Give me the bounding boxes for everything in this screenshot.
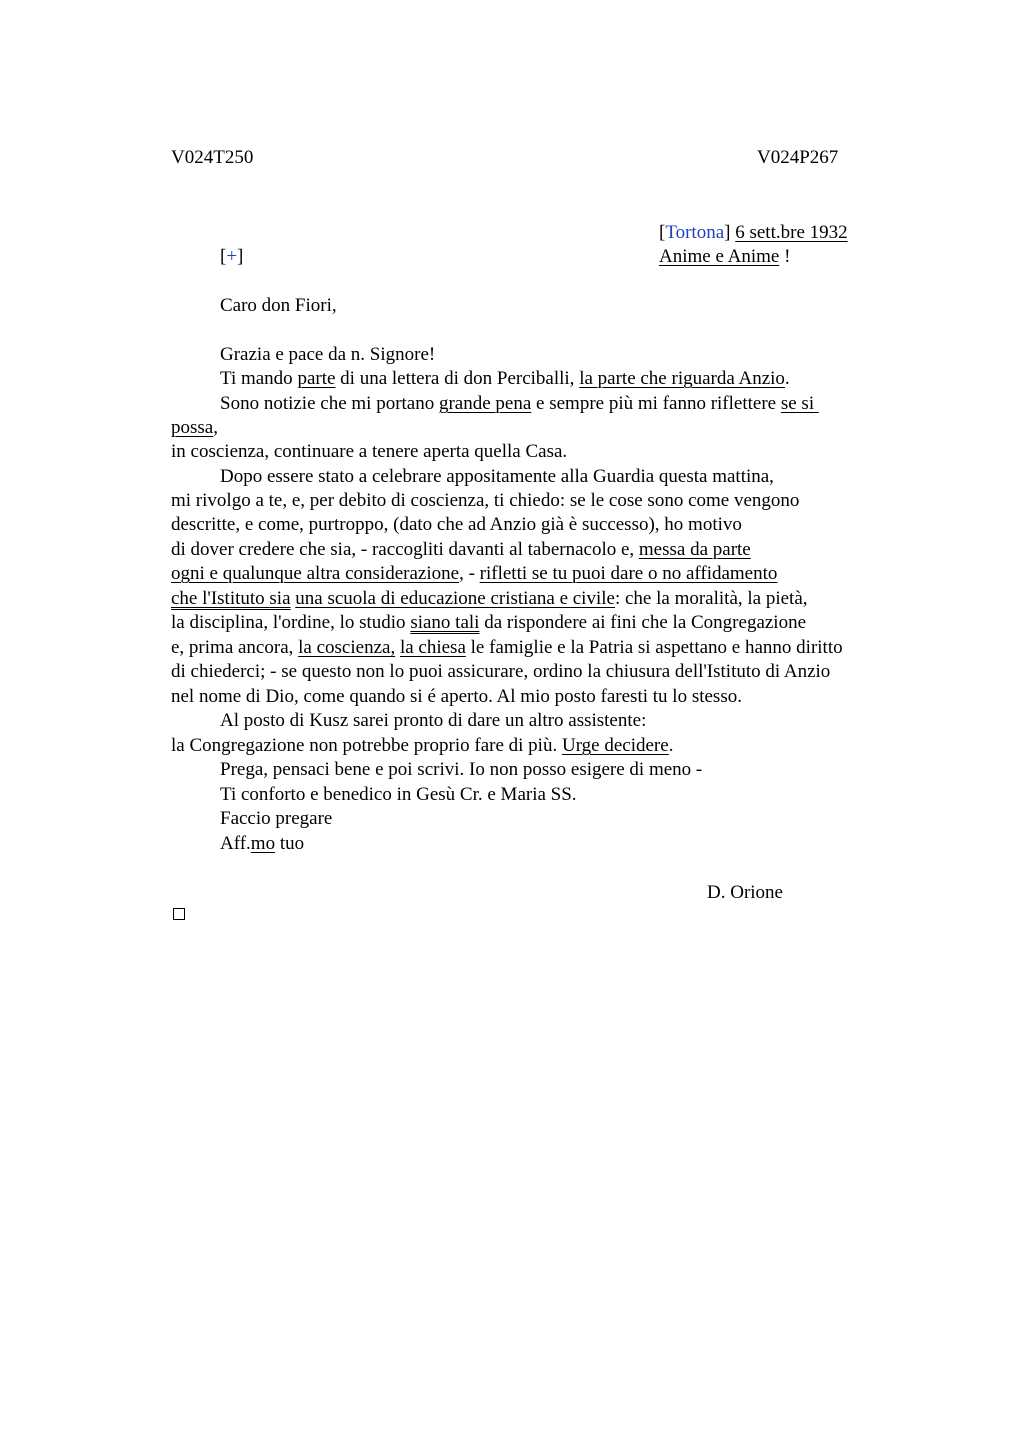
body-line-11: che l'Istituto sia una scuola di educazione cristiana e civile: che la moralità, la pietà, (171, 588, 808, 609)
signature: D. Orione (707, 882, 783, 903)
body-line-16: Al posto di Kusz sarei pronto di dare un altro assistente: (220, 710, 647, 731)
end-square-icon (173, 908, 185, 920)
body-line-8: descritte, e come, purtroppo, (dato che ad Anzio già è successo), ho motivo (171, 514, 742, 535)
body-line-2: Ti mando parte di una lettera di don Perciballi, la parte che riguarda Anzio. (220, 368, 790, 389)
body-line-14: di chiederci; - se questo non lo puoi assicurare, ordino la chiusura dell'Istituto di Anzio (171, 661, 831, 682)
body-line-17: la Congregazione non potrebbe proprio fare di più. Urge decidere. (171, 735, 674, 756)
body-line-15: nel nome di Dio, come quando si é aperto. Al mio posto faresti tu lo stesso. (171, 686, 742, 707)
body-line-12: la disciplina, l'ordine, lo studio siano tali da rispondere ai fini che la Congregazione (171, 612, 807, 633)
document-code-right: V024P267 (757, 147, 839, 168)
bracket-open: [ (659, 222, 666, 243)
cross-mark: [+] (220, 246, 244, 267)
motto-text: Anime e Anime (659, 246, 780, 267)
body-line-1: Grazia e pace da n. Signore! (220, 344, 436, 365)
body-line-13: e, prima ancora, la coscienza, la chiesa le famiglie e la Patria si aspettano e hanno diritto (171, 637, 843, 658)
motto: Anime e Anime ! (659, 246, 791, 267)
body-line-10: ogni e qualunque altra considerazione, - rifletti se tu puoi dare o no affidamento (171, 563, 778, 584)
body-line-21: Aff.mo tuo (220, 833, 305, 854)
body-line-3: Sono notizie che mi portano grande pena e sempre più mi fanno riflettere se si (220, 393, 819, 414)
body-line-18: Prega, pensaci bene e poi scrivi. Io non posso esigere di meno - (220, 759, 703, 780)
body-line-6: Dopo essere stato a celebrare appositamente alla Guardia questa mattina, (220, 466, 774, 487)
body-line-7: mi rivolgo a te, e, per debito di coscienza, ti chiedo: se le cose sono come vengono (171, 490, 800, 511)
dateline (659, 221, 848, 245)
body-line-5: in coscienza, continuare a tenere aperta quella Casa. (171, 441, 568, 462)
cross-icon: + (226, 246, 238, 267)
document-code-left: V024T250 (171, 147, 254, 168)
body-line-20: Faccio pregare (220, 808, 333, 829)
salutation: Caro don Fiori, (220, 295, 337, 316)
bracket-close: ] (724, 222, 731, 243)
body-line-19: Ti conforto e benedico in Gesù Cr. e Maria SS. (220, 784, 577, 805)
body-line-4: possa, (171, 417, 218, 438)
letter-date: 6 sett.bre 1932 (735, 222, 848, 243)
body-line-9: di dover credere che sia, - raccogliti davanti al tabernacolo e, messa da parte (171, 539, 751, 560)
place-name: Tortona (665, 222, 725, 243)
